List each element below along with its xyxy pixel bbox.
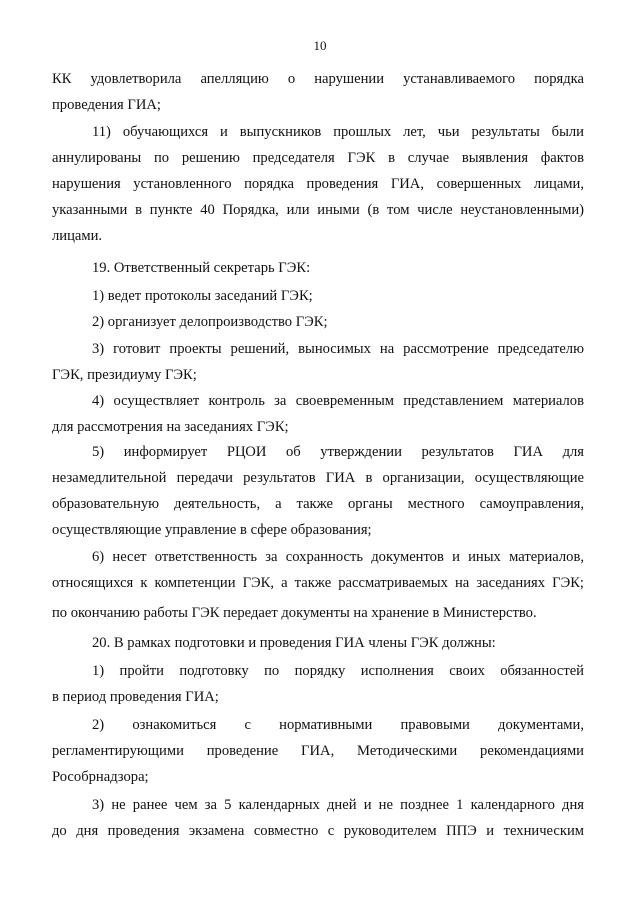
text-line: 2) организует делопроизводство ГЭК;	[92, 314, 328, 330]
text-line: 1) пройти подготовку по порядку исполнения своих обязанностей	[92, 663, 584, 679]
text-line: 4) осуществляет контроль за своевременным представлением материалов	[92, 393, 584, 409]
text-line: по окончанию работы ГЭК передает документы на хранение в Министерство.	[52, 605, 537, 621]
text-line: осуществляющие управление в сфере образования;	[52, 522, 372, 538]
text-line: КК удовлетворила апелляцию о нарушении устанавливаемого порядка	[52, 71, 584, 87]
text-line: для рассмотрения на заседаниях ГЭК;	[52, 419, 289, 435]
text-line: 1) ведет протоколы заседаний ГЭК;	[92, 288, 313, 304]
text-line: указанными в пункте 40 Порядка, или иными (в том числе неустановленными)	[52, 202, 584, 218]
text-line: 3) не ранее чем за 5 календарных дней и не позднее 1 календарного дня	[92, 797, 584, 813]
text-line: Рособрнадзора;	[52, 769, 149, 785]
text-line: относящихся к компетенции ГЭК, а также рассматриваемых на заседаниях ГЭК;	[52, 575, 584, 591]
text-line: 2) ознакомиться с нормативными правовыми документами,	[92, 717, 584, 733]
text-line: лицами.	[52, 228, 103, 244]
text-line: незамедлительной передачи результатов ГИА в организации, осуществляющие	[52, 470, 584, 486]
text-line: 3) готовит проекты решений, выносимых на рассмотрение председателю	[92, 341, 584, 357]
text-line: 19. Ответственный секретарь ГЭК:	[92, 260, 311, 276]
text-line: 5) информирует РЦОИ об утверждении результатов ГИА для	[92, 444, 584, 460]
text-line: 11) обучающихся и выпускников прошлых лет, чьи результаты были	[92, 124, 584, 140]
page-number: 10	[313, 38, 327, 53]
text-line: регламентирующими проведение ГИА, Методическими рекомендациями	[52, 743, 584, 759]
text-line: ГЭК, президиуму ГЭК;	[52, 367, 197, 383]
text-line: в период проведения ГИА;	[52, 689, 219, 705]
text-line: аннулированы по решению председателя ГЭК в случае выявления фактов	[52, 150, 584, 166]
text-line: 20. В рамках подготовки и проведения ГИА члены ГЭК должны:	[92, 635, 496, 651]
text-line: образовательную деятельность, а также органы местного самоуправления,	[52, 496, 584, 512]
text-line: проведения ГИА;	[52, 97, 161, 113]
text-line: до дня проведения экзамена совместно с руководителем ППЭ и техническим	[52, 823, 584, 839]
text-line: 6) несет ответственность за сохранность документов и иных материалов,	[92, 549, 584, 565]
text-line: нарушения установленного порядка проведения ГИА, совершенных лицами,	[52, 176, 584, 192]
